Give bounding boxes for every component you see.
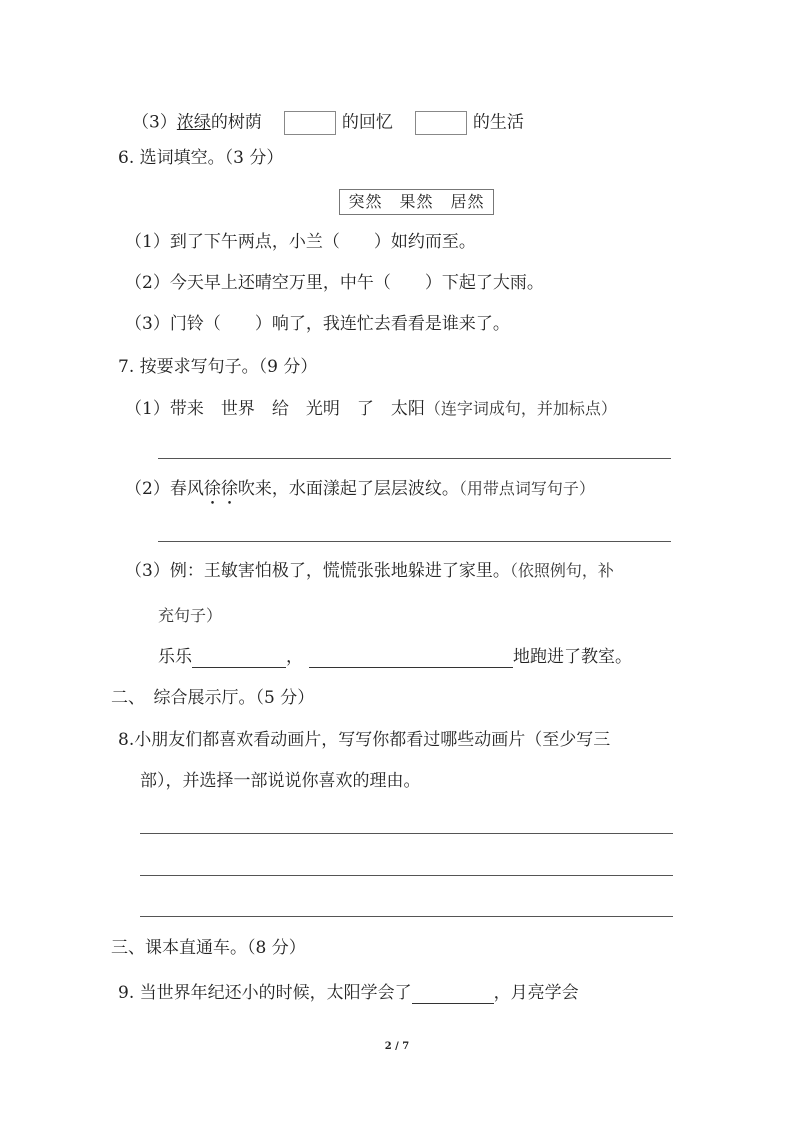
q9-text (118, 982, 579, 1004)
underlined-word: 浓绿 (176, 112, 211, 133)
q7-title: 7. 按要求写句子。（9 分） (118, 357, 318, 377)
fill-blank[interactable] (412, 985, 494, 1004)
item-hint: （用带点词写句子） (458, 479, 595, 498)
item-hint: （依照例句，补 (509, 561, 614, 580)
phrase: 的树荫 (210, 112, 262, 133)
q5-item-3 (132, 111, 524, 135)
item-hint: （连字词成句，并加标点） (424, 399, 617, 418)
q8-text: 8.小朋友们都喜欢看动画片，写写你都看过哪些动画片（至少写三 (118, 730, 611, 750)
answer-line[interactable] (140, 916, 673, 917)
phrase: 的回忆 (341, 112, 393, 133)
item-hint-cont: 充句子） (158, 606, 223, 625)
item-label: （3） (132, 112, 177, 133)
dotted-word: 徐徐 (203, 479, 238, 499)
word-bank: 突然 果然 居然 (339, 189, 494, 215)
q9-text-post: ，月亮学会 (493, 983, 579, 1003)
page-number: 2 / 7 (384, 1041, 410, 1052)
item-text: （1）带来 世界 给 光明 了 太阳 (125, 399, 425, 419)
phrase: 的生活 (472, 112, 524, 133)
answer-box[interactable] (415, 111, 467, 135)
answer-line[interactable] (140, 833, 673, 834)
q8-text: 部），并选择一部说说你喜欢的理由。 (140, 771, 421, 791)
answer-box[interactable] (284, 111, 336, 135)
q7-item-1 (125, 398, 617, 420)
item-text: 吹来，水面漾起了层层波纹。 (237, 479, 459, 499)
fill-text: 地跑进了教室。 (513, 647, 632, 667)
q6-item: （1）到了下午两点，小兰（ ）如约而至。 (125, 232, 476, 252)
item-text: （2）春风 (125, 479, 204, 499)
answer-line[interactable] (158, 541, 671, 542)
fill-text: ， (286, 647, 303, 667)
q6-item: （2）今天早上还晴空万里，中午（ ）下起了大雨。 (125, 273, 544, 293)
q9-text-pre: 9. 当世界年纪还小的时候，太阳学会了 (118, 983, 412, 1003)
q7-item-3 (125, 560, 614, 582)
fill-blank[interactable] (309, 649, 513, 668)
q7-item-2 (125, 478, 595, 509)
fill-text: 乐乐 (158, 647, 192, 667)
q6-title: 6. 选词填空。（3 分） (118, 148, 284, 168)
item-text: （3）例：王敏害怕极了，慌慌张张地躲进了家里。 (125, 561, 510, 581)
q7-fill-sentence (158, 646, 632, 668)
section-3-title: 三、课本直通车。（8 分） (111, 938, 306, 958)
answer-line[interactable] (158, 458, 671, 459)
answer-line[interactable] (140, 875, 673, 876)
fill-blank[interactable] (192, 649, 286, 668)
q6-item: （3）门铃（ ）响了，我连忙去看看是谁来了。 (125, 314, 510, 334)
section-2-title: 二、 综合展示厅。（5 分） (111, 688, 315, 708)
